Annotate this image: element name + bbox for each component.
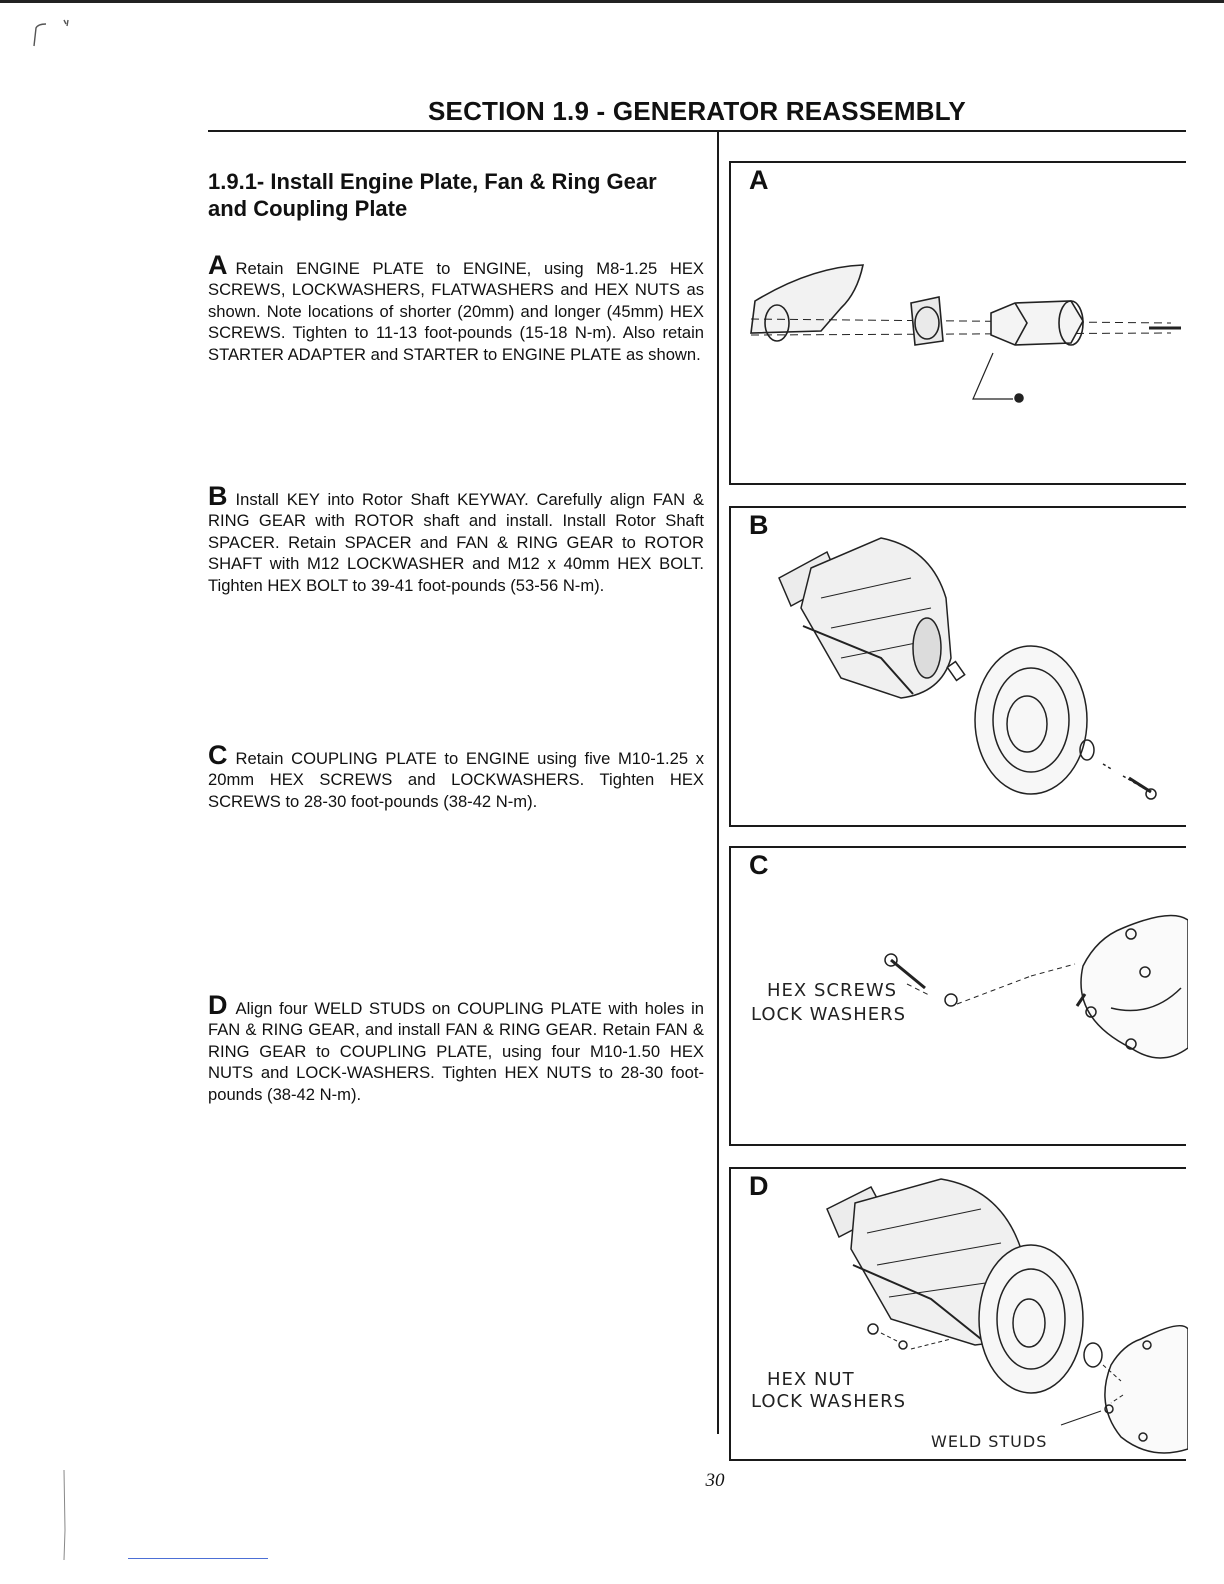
callout-hex-nut: HEX NUT xyxy=(767,1369,855,1390)
figure-d-illustration xyxy=(731,1169,1188,1463)
step-c xyxy=(208,740,704,812)
figure-b-panel xyxy=(729,506,1186,827)
step-c-text: Retain COUPLING PLATE to ENGINE using five M10-1.25 x 20mm HEX SCREWS and LOCKWASHERS. Tighten HEX SCREWS to 28-30 foot-pounds (38-42 N-m). xyxy=(208,749,704,811)
figure-c-panel xyxy=(729,846,1186,1146)
step-b-letter: B xyxy=(208,481,228,511)
subsection-heading: 1.9.1- Install Engine Plate, Fan & Ring Gear and Coupling Plate xyxy=(208,169,657,221)
step-b xyxy=(208,481,704,596)
title-rule xyxy=(208,130,1186,132)
callout-lock-washers: LOCK WASHERS xyxy=(751,1004,907,1025)
step-a xyxy=(208,250,704,365)
figure-a-label: A xyxy=(749,165,769,195)
callout-weld-studs: WELD STUDS xyxy=(931,1432,1048,1451)
figure-a-illustration xyxy=(731,163,1188,487)
scan-edge-mark xyxy=(62,1470,68,1560)
step-d-text: Align four WELD STUDS on COUPLING PLATE with holes in FAN & RING GEAR, and install FAN & RING GEAR. Retain FAN & RING GEAR to COUPLING PLATE, using four M10-1.50 HEX NUTS and LOCK-WASHERS. Tighten HEX NUTS to 28-30 foot-pounds (38-42 N-m). xyxy=(208,999,704,1104)
step-b-text: Install KEY into Rotor Shaft KEYWAY. Carefully align FAN & RING GEAR with ROTOR shaft and install. Install Rotor Shaft SPACER. Retain SPACER and FAN & RING GEAR to ROTOR SHAFT with M12 LOCKWASHER and M12 x 40mm HEX BOLT. Tighten HEX BOLT to 39-41 foot-pounds (53-56 N-m). xyxy=(208,490,704,595)
column-divider xyxy=(717,132,719,1434)
figure-d-label: D xyxy=(749,1171,769,1201)
step-c-letter: C xyxy=(208,740,228,770)
step-a-text: Retain ENGINE PLATE to ENGINE, using M8-1.25 HEX SCREWS, LOCKWASHERS, FLATWASHERS and HEX NUTS as shown. Note locations of shorter (20mm) and longer (45mm) HEX SCREWS. Tighten to 11-13 foot-pounds (15-18 N-m). Also retain STARTER ADAPTER and STARTER to ENGINE PLATE as shown. xyxy=(208,259,704,364)
section-title: SECTION 1.9 - GENERATOR REASSEMBLY xyxy=(428,96,966,126)
callout-lock-washers-d: LOCK WASHERS xyxy=(751,1391,907,1412)
figure-b-label: B xyxy=(749,510,769,540)
figure-d-panel xyxy=(729,1167,1186,1461)
figure-a-panel xyxy=(729,161,1186,485)
figure-c-label: C xyxy=(749,850,769,880)
step-d xyxy=(208,990,704,1105)
page-number: 30 xyxy=(705,1470,725,1491)
callout-hex-screws: HEX SCREWS xyxy=(767,980,898,1001)
figure-b-illustration xyxy=(731,508,1188,829)
footer-line xyxy=(128,1558,268,1559)
step-d-letter: D xyxy=(208,990,228,1020)
step-a-letter: A xyxy=(208,250,228,280)
top-border-line xyxy=(0,0,1224,3)
scan-corner-mark xyxy=(30,18,72,48)
